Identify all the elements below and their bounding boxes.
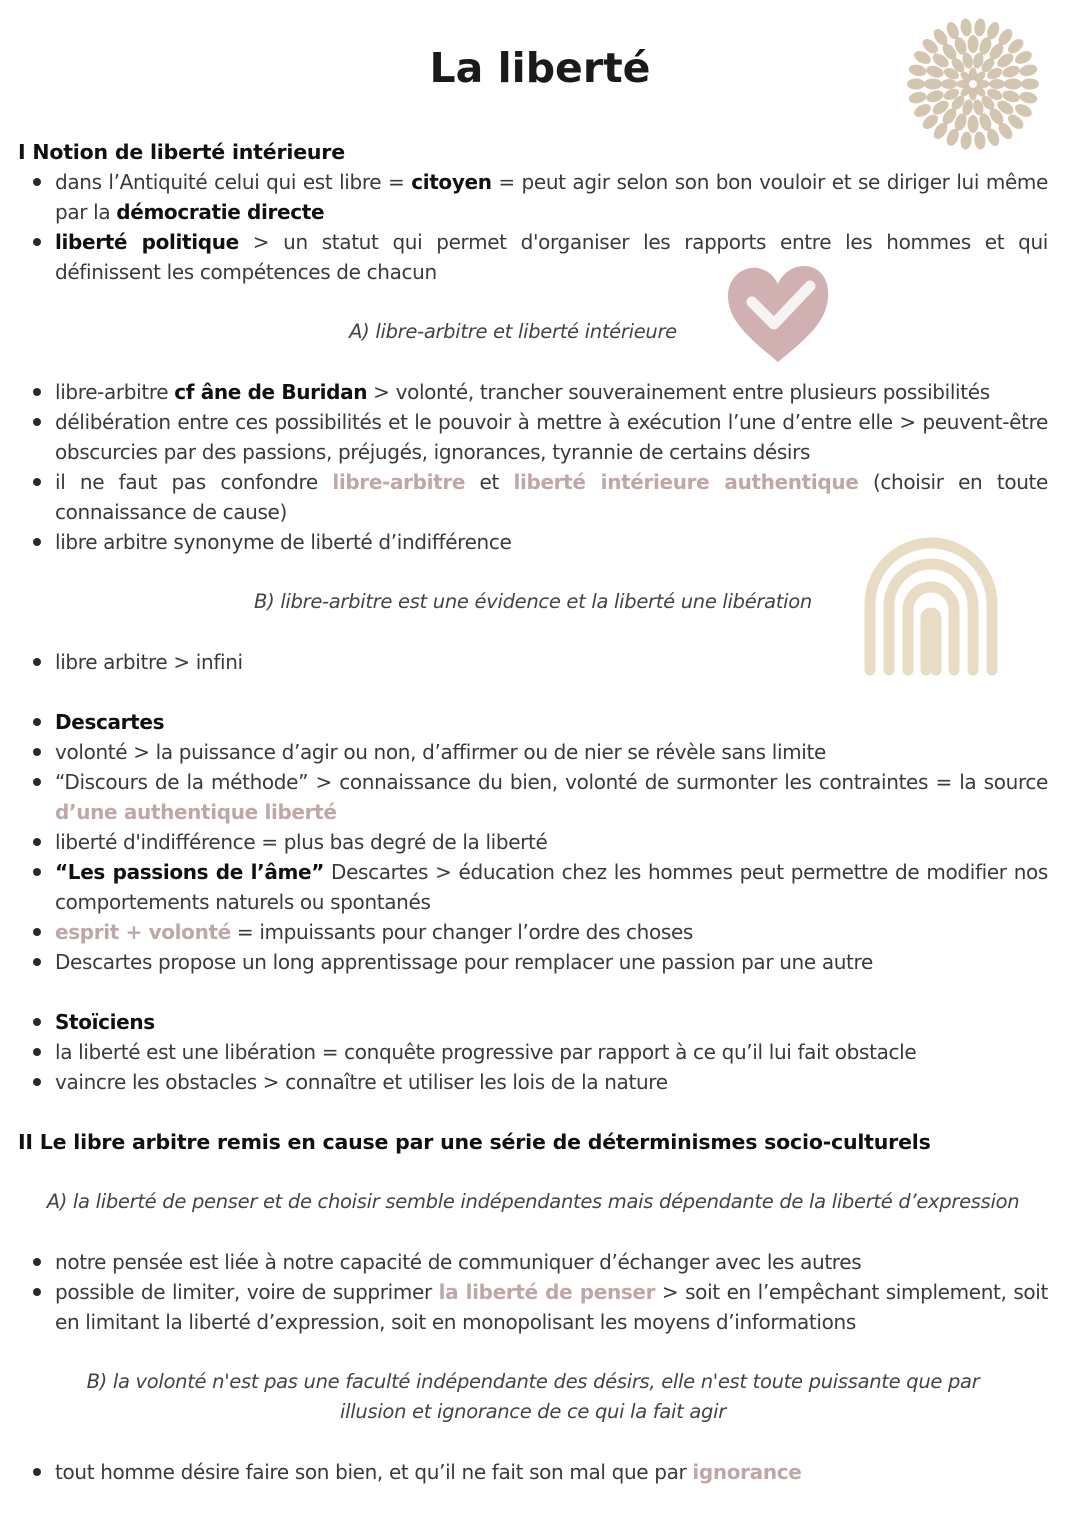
- list-item: [55, 767, 1048, 827]
- text: > volonté, trancher souverainement entre plusieurs possibilités: [367, 380, 990, 404]
- flower-petal: [960, 18, 973, 37]
- highlight: libre-arbitre: [332, 470, 466, 494]
- subheading-2a: A) la liberté de penser et de choisir semble indépendantes mais dépendante de la liberté d’expression: [46, 1190, 1020, 1213]
- list-item: notre pensée est liée à notre capacité de communiquer d’échanger avec les autres: [55, 1247, 1048, 1277]
- text: = peut agir selon son bon vouloir et se diriger lui même par la: [55, 170, 1048, 224]
- section-2-title: II Le libre arbitre remis en cause par une série de déterminismes socio-culturels: [18, 1130, 931, 1154]
- flower-petal: [968, 115, 979, 133]
- text: (choisir en toute connaissance de cause): [55, 470, 1049, 524]
- section-1b-list: [18, 647, 1048, 677]
- flower-petal: [1018, 63, 1038, 78]
- list-item: [55, 1007, 1048, 1037]
- list-item: libre arbitre > infini: [55, 647, 1048, 677]
- list-item: [55, 857, 1048, 917]
- keyword: liberté politique: [55, 230, 239, 254]
- list-item: délibération entre ces possibilités et le pouvoir à mettre à exécution l’une d’entre elle > peuvent-être obscurcies par des passions, préjugés, ignorances, tyrannie de certains désirs: [55, 407, 1048, 467]
- subheading-1a: A) libre-arbitre et liberté intérieure: [349, 320, 677, 343]
- flower-petal: [1018, 90, 1038, 105]
- flower-petal: [989, 79, 1005, 89]
- flower-petal: [924, 79, 942, 90]
- list-item: libre arbitre synonyme de liberté d’indifférence: [55, 527, 1048, 557]
- keyword: “Les passions de l’âme”: [55, 860, 325, 884]
- highlight: la liberté de penser: [438, 1280, 656, 1304]
- list-item: la liberté est une libération = conquête progressive par rapport à ce qu’il lui fait obstacle: [55, 1037, 1048, 1067]
- text: libre-arbitre: [55, 380, 175, 404]
- text: > un statut qui permet d'organiser les rapports entre les hommes et qui définissent les compétences de chacun: [55, 230, 1049, 284]
- list-item: [55, 377, 1048, 407]
- text: “Discours de la méthode” > connaissance du bien, volonté de surmonter les contraintes = la source: [55, 770, 1048, 794]
- keyword: démocratie directe: [116, 200, 325, 224]
- list-item: [55, 467, 1048, 527]
- text: dans l’Antiquité celui qui est libre =: [55, 170, 412, 194]
- flower-petal: [1004, 79, 1022, 90]
- page-title: La liberté: [429, 44, 651, 92]
- descartes-list: [18, 707, 1048, 977]
- section-1-list: [18, 167, 1048, 287]
- subheading-1b: B) libre-arbitre est une évidence et la liberté une libération: [254, 590, 812, 613]
- keyword: cf âne de Buridan: [174, 380, 368, 404]
- list-item: [55, 167, 1048, 227]
- list-item: liberté d'indifférence = plus bas degré de la liberté: [55, 827, 1048, 857]
- section-1-title: I Notion de liberté intérieure: [18, 140, 345, 164]
- subheading-2b: B) la volonté n'est pas une faculté indépendante des désirs, elle n'est toute puissante que par illusion et ignorance de ce qui la fait agir: [86, 1370, 980, 1423]
- document-body: [18, 137, 1048, 1487]
- flower-petal: [973, 18, 986, 37]
- list-item: Descartes propose un long apprentissage pour remplacer une passion par une autre: [55, 947, 1048, 977]
- list-item: [55, 227, 1048, 287]
- list-item: [55, 1457, 1048, 1487]
- keyword: Stoïciens: [55, 1010, 155, 1034]
- flower-petal: [908, 63, 928, 78]
- text: possible de limiter, voire de supprimer: [55, 1280, 439, 1304]
- section-2a-list: [18, 1247, 1048, 1337]
- list-item: vaincre les obstacles > connaître et utiliser les lois de la nature: [55, 1067, 1048, 1097]
- section-2b-list: [18, 1457, 1048, 1487]
- keyword: citoyen: [411, 170, 492, 194]
- text: = impuissants pour changer l’ordre des choses: [230, 920, 693, 944]
- list-item: [55, 1277, 1048, 1337]
- list-item: [55, 917, 1048, 947]
- highlight: d’une authentique liberté: [55, 800, 337, 824]
- flower-petal: [908, 90, 928, 105]
- stoiciens-list: [18, 1007, 1048, 1097]
- highlight: esprit + volonté: [55, 920, 231, 944]
- text: tout homme désire faire son bien, et qu’il ne fait son mal que par: [55, 1460, 693, 1484]
- highlight: liberté intérieure authentique: [513, 470, 859, 494]
- text: et: [465, 470, 514, 494]
- text: Descartes > éducation chez les hommes peut permettre de modifier nos comportements naturels ou spontanés: [55, 860, 1048, 914]
- flower-petal: [1021, 79, 1039, 90]
- flower-petal: [968, 35, 979, 53]
- flower-petal: [907, 79, 925, 90]
- text: il ne faut pas confondre: [55, 470, 333, 494]
- flower-icon: [898, 14, 1048, 154]
- text: > soit en l’empêchant simplement, soit en limitant la liberté d’expression, soit en monopolisant les moyens d’informations: [55, 1280, 1048, 1334]
- flower-petal: [941, 79, 957, 89]
- keyword: Descartes: [55, 710, 165, 734]
- list-item: volonté > la puissance d’agir ou non, d’affirmer ou de nier se révèle sans limite: [55, 737, 1048, 767]
- section-1a-list: [18, 377, 1048, 557]
- highlight: ignorance: [692, 1460, 802, 1484]
- list-item: [55, 707, 1048, 737]
